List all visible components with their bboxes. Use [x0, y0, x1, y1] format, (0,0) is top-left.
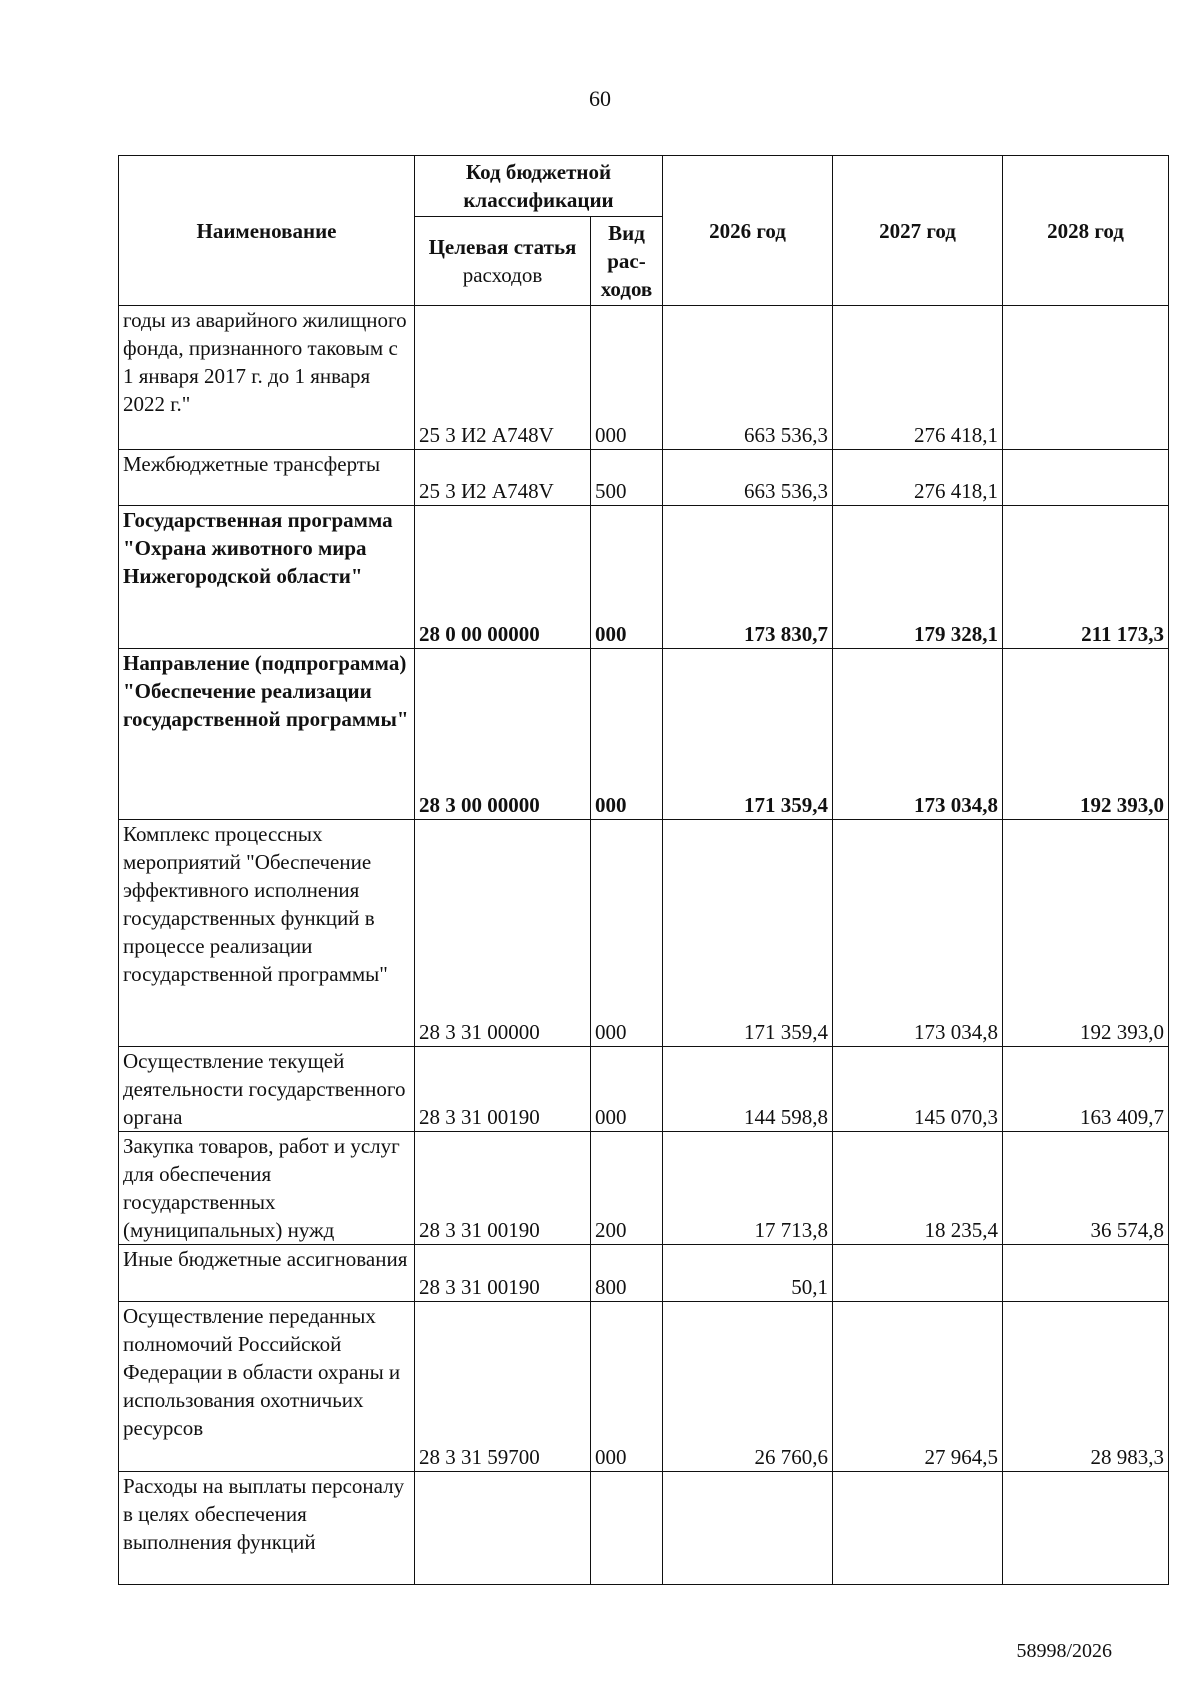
row-kind: 000: [591, 506, 663, 649]
row-2026: 173 830,7: [663, 506, 833, 649]
row-2027: 145 070,3: [833, 1047, 1003, 1132]
row-name: Государственная программа "Охрана животного мира Нижегородской области": [119, 506, 415, 649]
page-number: 60: [589, 86, 611, 111]
row-code: 25 3 И2 А748V: [415, 306, 591, 450]
row-code: 28 0 00 00000: [415, 506, 591, 649]
budget-table: [118, 155, 1169, 1585]
row-kind: 000: [591, 649, 663, 820]
row-2028: 192 393,0: [1003, 820, 1169, 1047]
row-name: Направление (подпрограмма) "Обеспечение реализации государственной программы": [119, 649, 415, 820]
row-2026: 171 359,4: [663, 820, 833, 1047]
row-2027: 27 964,5: [833, 1302, 1003, 1472]
row-code: 28 3 31 59700: [415, 1302, 591, 1472]
row-name: Иные бюджетные ассигнования: [119, 1245, 415, 1302]
row-name: годы из аварийного жилищного фонда, признанного таковым с 1 января 2017 г. до 1 января 2022 г.": [119, 306, 415, 450]
row-2026: 171 359,4: [663, 649, 833, 820]
row-kind: 200: [591, 1132, 663, 1245]
row-2026: 144 598,8: [663, 1047, 833, 1132]
header-code-group: Код бюджетной классификации: [415, 156, 663, 217]
row-kind: 500: [591, 450, 663, 506]
row-2026: 663 536,3: [663, 306, 833, 450]
table-row: [119, 1302, 1169, 1472]
table-row: [119, 1245, 1169, 1302]
header-target-line1: Целевая статья: [428, 235, 577, 259]
row-name: Межбюджетные трансферты: [119, 450, 415, 506]
header-2027: 2027 год: [833, 156, 1003, 306]
row-2027: 276 418,1: [833, 450, 1003, 506]
document-number: 58998/2026: [1016, 1640, 1112, 1662]
table-row: [119, 1472, 1169, 1585]
table-row: [119, 450, 1169, 506]
row-kind: 000: [591, 1302, 663, 1472]
header-2028: 2028 год: [1003, 156, 1169, 306]
row-2028: 36 574,8: [1003, 1132, 1169, 1245]
table-row: [119, 306, 1169, 450]
row-2026: 17 713,8: [663, 1132, 833, 1245]
row-2028: [1003, 450, 1169, 506]
header-kind: Вид рас-ходов: [591, 217, 663, 306]
row-name: Расходы на выплаты персоналу в целях обеспечения выполнения функций: [119, 1472, 415, 1585]
row-2027: 173 034,8: [833, 649, 1003, 820]
row-code: 28 3 31 00190: [415, 1132, 591, 1245]
table-row: [119, 1047, 1169, 1132]
row-2027: 179 328,1: [833, 506, 1003, 649]
row-2026: 50,1: [663, 1245, 833, 1302]
row-name: Комплекс процессных мероприятий "Обеспечение эффективного исполнения государственных функций в процессе реализации государственной программы": [119, 820, 415, 1047]
row-2028: 163 409,7: [1003, 1047, 1169, 1132]
header-target: [415, 217, 591, 306]
row-2028: 211 173,3: [1003, 506, 1169, 649]
row-code: 28 3 31 00000: [415, 820, 591, 1047]
row-2028: 192 393,0: [1003, 649, 1169, 820]
row-2028: [1003, 1245, 1169, 1302]
row-2028: [1003, 1472, 1169, 1585]
row-2027: 276 418,1: [833, 306, 1003, 450]
header-2026: 2026 год: [663, 156, 833, 306]
row-name: Закупка товаров, работ и услуг для обеспечения государственных (муниципальных) нужд: [119, 1132, 415, 1245]
row-kind: [591, 1472, 663, 1585]
row-kind: 000: [591, 1047, 663, 1132]
row-name: Осуществление текущей деятельности государственного органа: [119, 1047, 415, 1132]
row-2027: [833, 1472, 1003, 1585]
row-code: [415, 1472, 591, 1585]
table-row: [119, 1132, 1169, 1245]
table-row: [119, 649, 1169, 820]
row-2026: 26 760,6: [663, 1302, 833, 1472]
table-row: [119, 506, 1169, 649]
header-name: Наименование: [119, 156, 415, 306]
row-2027: [833, 1245, 1003, 1302]
row-2026: [663, 1472, 833, 1585]
row-2027: 18 235,4: [833, 1132, 1003, 1245]
row-code: 28 3 31 00190: [415, 1047, 591, 1132]
row-2028: 28 983,3: [1003, 1302, 1169, 1472]
row-2026: 663 536,3: [663, 450, 833, 506]
row-2027: 173 034,8: [833, 820, 1003, 1047]
header-target-line2: расходов: [462, 263, 543, 287]
row-code: 28 3 31 00190: [415, 1245, 591, 1302]
row-name: Осуществление переданных полномочий Российской Федерации в области охраны и использования охотничьих ресурсов: [119, 1302, 415, 1472]
row-code: 25 3 И2 А748V: [415, 450, 591, 506]
table-row: [119, 820, 1169, 1047]
row-kind: 000: [591, 820, 663, 1047]
row-kind: 800: [591, 1245, 663, 1302]
row-code: 28 3 00 00000: [415, 649, 591, 820]
row-kind: 000: [591, 306, 663, 450]
row-2028: [1003, 306, 1169, 450]
